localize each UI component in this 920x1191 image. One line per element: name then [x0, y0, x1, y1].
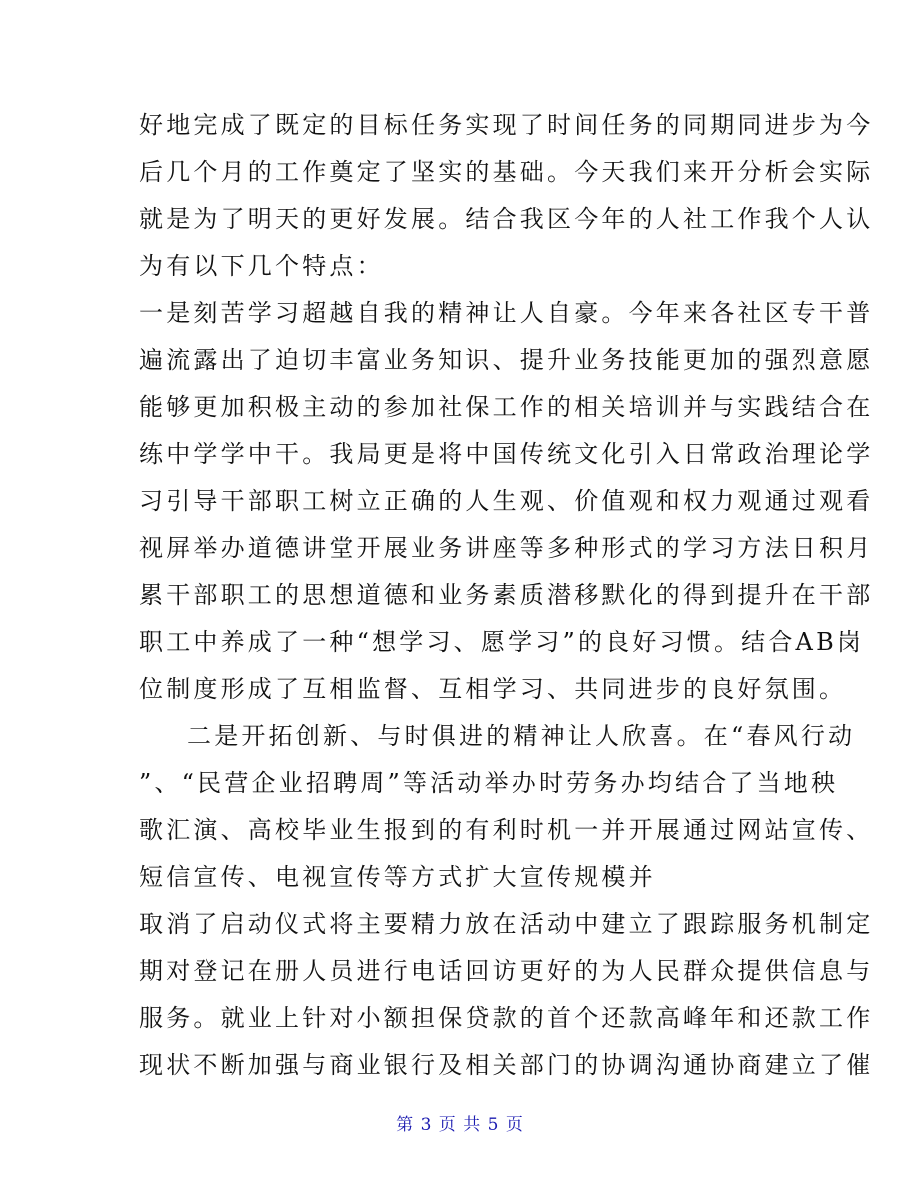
text-line: 为有以下几个特点： [139, 252, 384, 280]
text-line: 歌汇演、高校毕业生报到的有利时机一并开展通过网站宣传、 [139, 816, 874, 844]
text-line: 服务。就业上针对小额担保贷款的首个还款高峰年和还款工作 [139, 1004, 874, 1032]
text-line: 遍流露出了迫切丰富业务知识、提升业务技能更加的强烈意愿 [139, 346, 874, 374]
text-line: 一是刻苦学习超越自我的精神让人自豪。今年来各社区专干普 [139, 299, 874, 327]
text-line: 短信宣传、电视宣传等方式扩大宣传规模并 [139, 863, 656, 891]
text-line: 习引导干部职工树立正确的人生观、价值观和权力观通过观看 [139, 487, 874, 515]
text-line: 位制度形成了互相监督、互相学习、共同进步的良好氛围。 [139, 675, 847, 703]
text-line: 练中学学中干。我局更是将中国传统文化引入日常政治理论学 [139, 440, 874, 468]
text-line: 后几个月的工作奠定了坚实的基础。今天我们来开分析会实际 [139, 158, 874, 186]
text-line: ”、“民营企业招聘周”等活动举办时劳务办均结合了当地秧 [139, 769, 839, 797]
text-line: 视屏举办道德讲堂开展业务讲座等多种形式的学习方法日积月 [139, 534, 874, 562]
text-line: 取消了启动仪式将主要精力放在活动中建立了跟踪服务机制定 [139, 910, 874, 938]
text-line: 现状不断加强与商业银行及相关部门的协调沟通协商建立了催 [139, 1051, 874, 1079]
text-line: 累干部职工的思想道德和业务素质潜移默化的得到提升在干部 [139, 581, 874, 609]
text-line: 职工中养成了一种“想学习、愿学习”的良好习惯。结合AB岗 [139, 628, 865, 656]
text-line: 好地完成了既定的目标任务实现了时间任务的同期同进步为今 [139, 111, 874, 139]
text-line: 就是为了明天的更好发展。结合我区今年的人社工作我个人认 [139, 205, 874, 233]
text-line: 期对登记在册人员进行电话回访更好的为人民群众提供信息与 [139, 957, 874, 985]
page-number: 第 3 页 共 5 页 [396, 1115, 524, 1135]
text-line: 二是开拓创新、与时俱进的精神让人欣喜。在“春风行动 [187, 722, 856, 750]
text-line: 能够更加积极主动的参加社保工作的相关培训并与实践结合在 [139, 393, 874, 421]
